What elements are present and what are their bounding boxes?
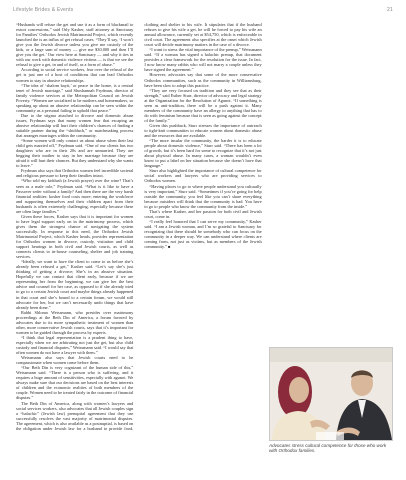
- article-paragraph: “I want to stress the vital importance of the prenup,” Weissmann said. “If a woman has signed a halachic prenup, that document provides a clear framework for the resolution for the issue. In fact, I now know many rabbis who will not marry a couple unless they have signed the agreement.”: [144, 47, 262, 73]
- header-site-name: Lifestyle Brides & Events: [13, 7, 74, 13]
- article-paragraph: Sturr also highlighted the importance of cultural competence for social workers and lawyers who are providing services to Orthodox women.: [144, 168, 262, 184]
- article-paragraph: Frydman also says that Orthodox women feel incredible societal and religious pressure to keep their families intact.: [16, 168, 134, 179]
- article-paragraph: “The idea of ‘shalom bayit,’ or peace in the home, is a central tenet of Jewish marriage,” said Shoshannah Frydman, director of family violence services at the Metropolitan Council on Jewish Poverty. “Women are socialized to be mothers and homemakers, so speaking up about an abusive relationship can be seen within the community as a personal failing to uphold that peace.”: [16, 82, 134, 113]
- table-papers: [316, 432, 344, 440]
- article-paragraph: That’s where Kasher, and her passion for both civil and Jewish court, come in.: [144, 208, 262, 219]
- article-paragraph: The Beth Din of America, along with women’s lawyers and social services workers, also advocates that all Jewish couples sign a “halachic” (Jewish law) prenuptial agreement that they use successfully resolves the vast majority of matrimonial disputes. The agreement, which is also available as a postnuptial, is based on the obligation under Jewish law for a husband to provide food, clothing and shelter to his wife. It stipulates that if the husband refuses to give his wife a get, he will be forced to pay his wife an annual allowance, currently set at $54,750, which is enforceable in civil court. The agreement also specifies at the onset which Jewish court will decide matrimony matters in the case of a divorce.: [16, 22, 262, 431]
- article-photo: [269, 347, 393, 441]
- article-paragraph: However, advocates say that some of the more conservative Orthodox communities, such as the community in Williamsburg, have been slow to adopt this practice.: [144, 72, 262, 88]
- woman-face: [289, 377, 309, 403]
- article-paragraph: “Ideally, we want to have the client to come to us before she’s already been refused a get,” Kasher said. “Let’s say she’s just thinking of getting a divorce; She’s in an abusive situation. Hopefully we can contact that client early, because if we are representing her from the beginning, we can give her the best advice and counsel for her case, as opposed to if she already tried to go to a certain Jewish court and maybe things already happened in that court and she’s bound to a certain forum, we would still advocate for her, but we can’t necessarily undo things that have already been done.”: [16, 259, 134, 310]
- article-paragraph: “I think that legal representation is a prudent thing to have, especially when we are arbitrating not just the get, but also child custody and financial disputes,” Weissmann said. “I would say that often women do not have a lawyer with them.”: [16, 334, 134, 356]
- photo-caption: Advocates stress cultural competence for those who work with Orthodox families.: [269, 443, 387, 454]
- article-paragraph: According to social service workers, fear over the refusal of the get is just one of a host of conditions that can lead Orthodox women to stay in abusive relationships.: [16, 67, 134, 83]
- article-paragraph: Given this pushback, Sturr stresses the importance of outreach to tight-knit communities to educate women about domestic abuse and the resources that are available.: [144, 122, 262, 139]
- article-paragraph-final: [144, 219, 261, 249]
- article-paragraph: “They are very focused on tradition and they see that as their strength,” said Esther Sturr, director of advocacy and legal strategy at the Organization for the Resolution of Agunot. “If something is seen as anti-tradition, there will be a push against it. Many members of the community have an allergy to anything that has to do with feminism because that is seen as going against the concept of the family.”: [144, 87, 262, 123]
- article-paragraph: Due to the stigma attached to divorce and domestic abuse issues, Frydman says that many women fear that escaping an abusive relationship will hurt their children’s chances of finding a suitable partner during the “shidduch,” or matchmaking process that arranges marriages within the community.: [16, 112, 134, 139]
- article-paragraph: Rabbi Shlomo Weissmann, who presides over matrimony proceedings at the Beth Din of America, a forum favored by advocates due to its more sympathetic treatment of women than other, more conservative Jewish courts, says that it’s important for women to be guided through the process by experts.: [16, 309, 134, 335]
- article-paragraph: “Our Beth Din is very cognizant of the human side of this,” Weissmann said. “There is a person who is suffering, and it requires a huge amount of sensitivities, especially with agunot. We always make sure that our decisions are based on the best interests of children and the economic realities of both members of the couple. Women need to be treated fairly in the outcome of financial disputes.”: [16, 365, 134, 401]
- photo-wall-band: [270, 348, 392, 362]
- final-paragraph-text: “I really feel honored that I can serve my community,” Kasher said. “I am a Jewish woman, and I’m so grateful to Sanctuary for recognizing that there should be somebody who can focus on the community in a deeper way. We can understand where clients are coming from, not just as victims, but as members of the Jewish community.”: [144, 218, 262, 250]
- photo-illustration: [270, 348, 392, 440]
- article-paragraph: “Husbands will refuse the get and use it as a form of blackmail to extort concessions,” said Orly Kasher, staff attorney at Sanctuary for Families’ Orthodox Jewish Matrimonial Project, which recently launched the is an influx of get refusal cases. “They’ll say, ‘I won’t give you the Jewish divorce unless you give me custody of the kids, or a large sum of money — give me $30,000 and then I’ll give you the get.’ Our view here at Sanctuary — and why it ties in with our work with domestic violence victims — is that we see the refusal to give a get, in and of itself, as a form of abuse.”: [16, 22, 134, 68]
- running-header: [13, 4, 393, 16]
- article-paragraph: Weissmann also says that Jewish courts need to be compassionate when women come before them.: [16, 355, 134, 366]
- article-paragraph: Given these forces, Kasher says that it is important for women to have legal support early on in the matrimony process, which gives them the strongest chance of navigating the system successfully. In response to this need, the Orthodox Jewish Matrimonial Project, which Kasher heads, provides representation for Orthodox women in divorce, custody, visitation and child support hearings in both civil and Jewish courts, as well as connects clients to in-house counseling, shelter and job training services.: [16, 213, 134, 260]
- article-paragraph: “The more insular the community, the harder it is to educate people about domestic violence,” Sturr said. “There has been a lot of growth, but it’s been hard for some to recognize that it’s not just about physical abuse. In many cases, a woman wouldn’t even know to put a label on her situation because she doesn’t have that language.”: [144, 138, 262, 169]
- article-paragraph: “Having places to go to where people understand you culturally is very important,” Sturr said. “Sometimes if you’re going for help outside the community, you feel like you can’t share everything because outsiders will think that the community is bad. You have to go to people who know the community from the inside.”: [144, 183, 262, 209]
- end-of-article-mark: ■: [167, 244, 171, 250]
- article-paragraph: “Some women will only contact us about abuse when their last child gets married off,” Frydman said. “One of our clients has two daughters who are in their 20s and are unmarried. They are begging their mother to stay in her marriage because they are afraid it will hurt their chances. But they understand why she wants to leave.”: [16, 138, 134, 169]
- page-number: 21: [387, 7, 393, 13]
- article-paragraph: “Who told my kiddush (a Jewish prayer) over the wine? That’s seen as a male role,” Frydman said. “What is it like to have a Passover seder without a family? And then there are the very harsh financial realities: kosher food costs more; entering the workforce and supporting themselves and their children apart from their husbands is often extremely challenging, especially because these are often large families.”: [16, 178, 134, 214]
